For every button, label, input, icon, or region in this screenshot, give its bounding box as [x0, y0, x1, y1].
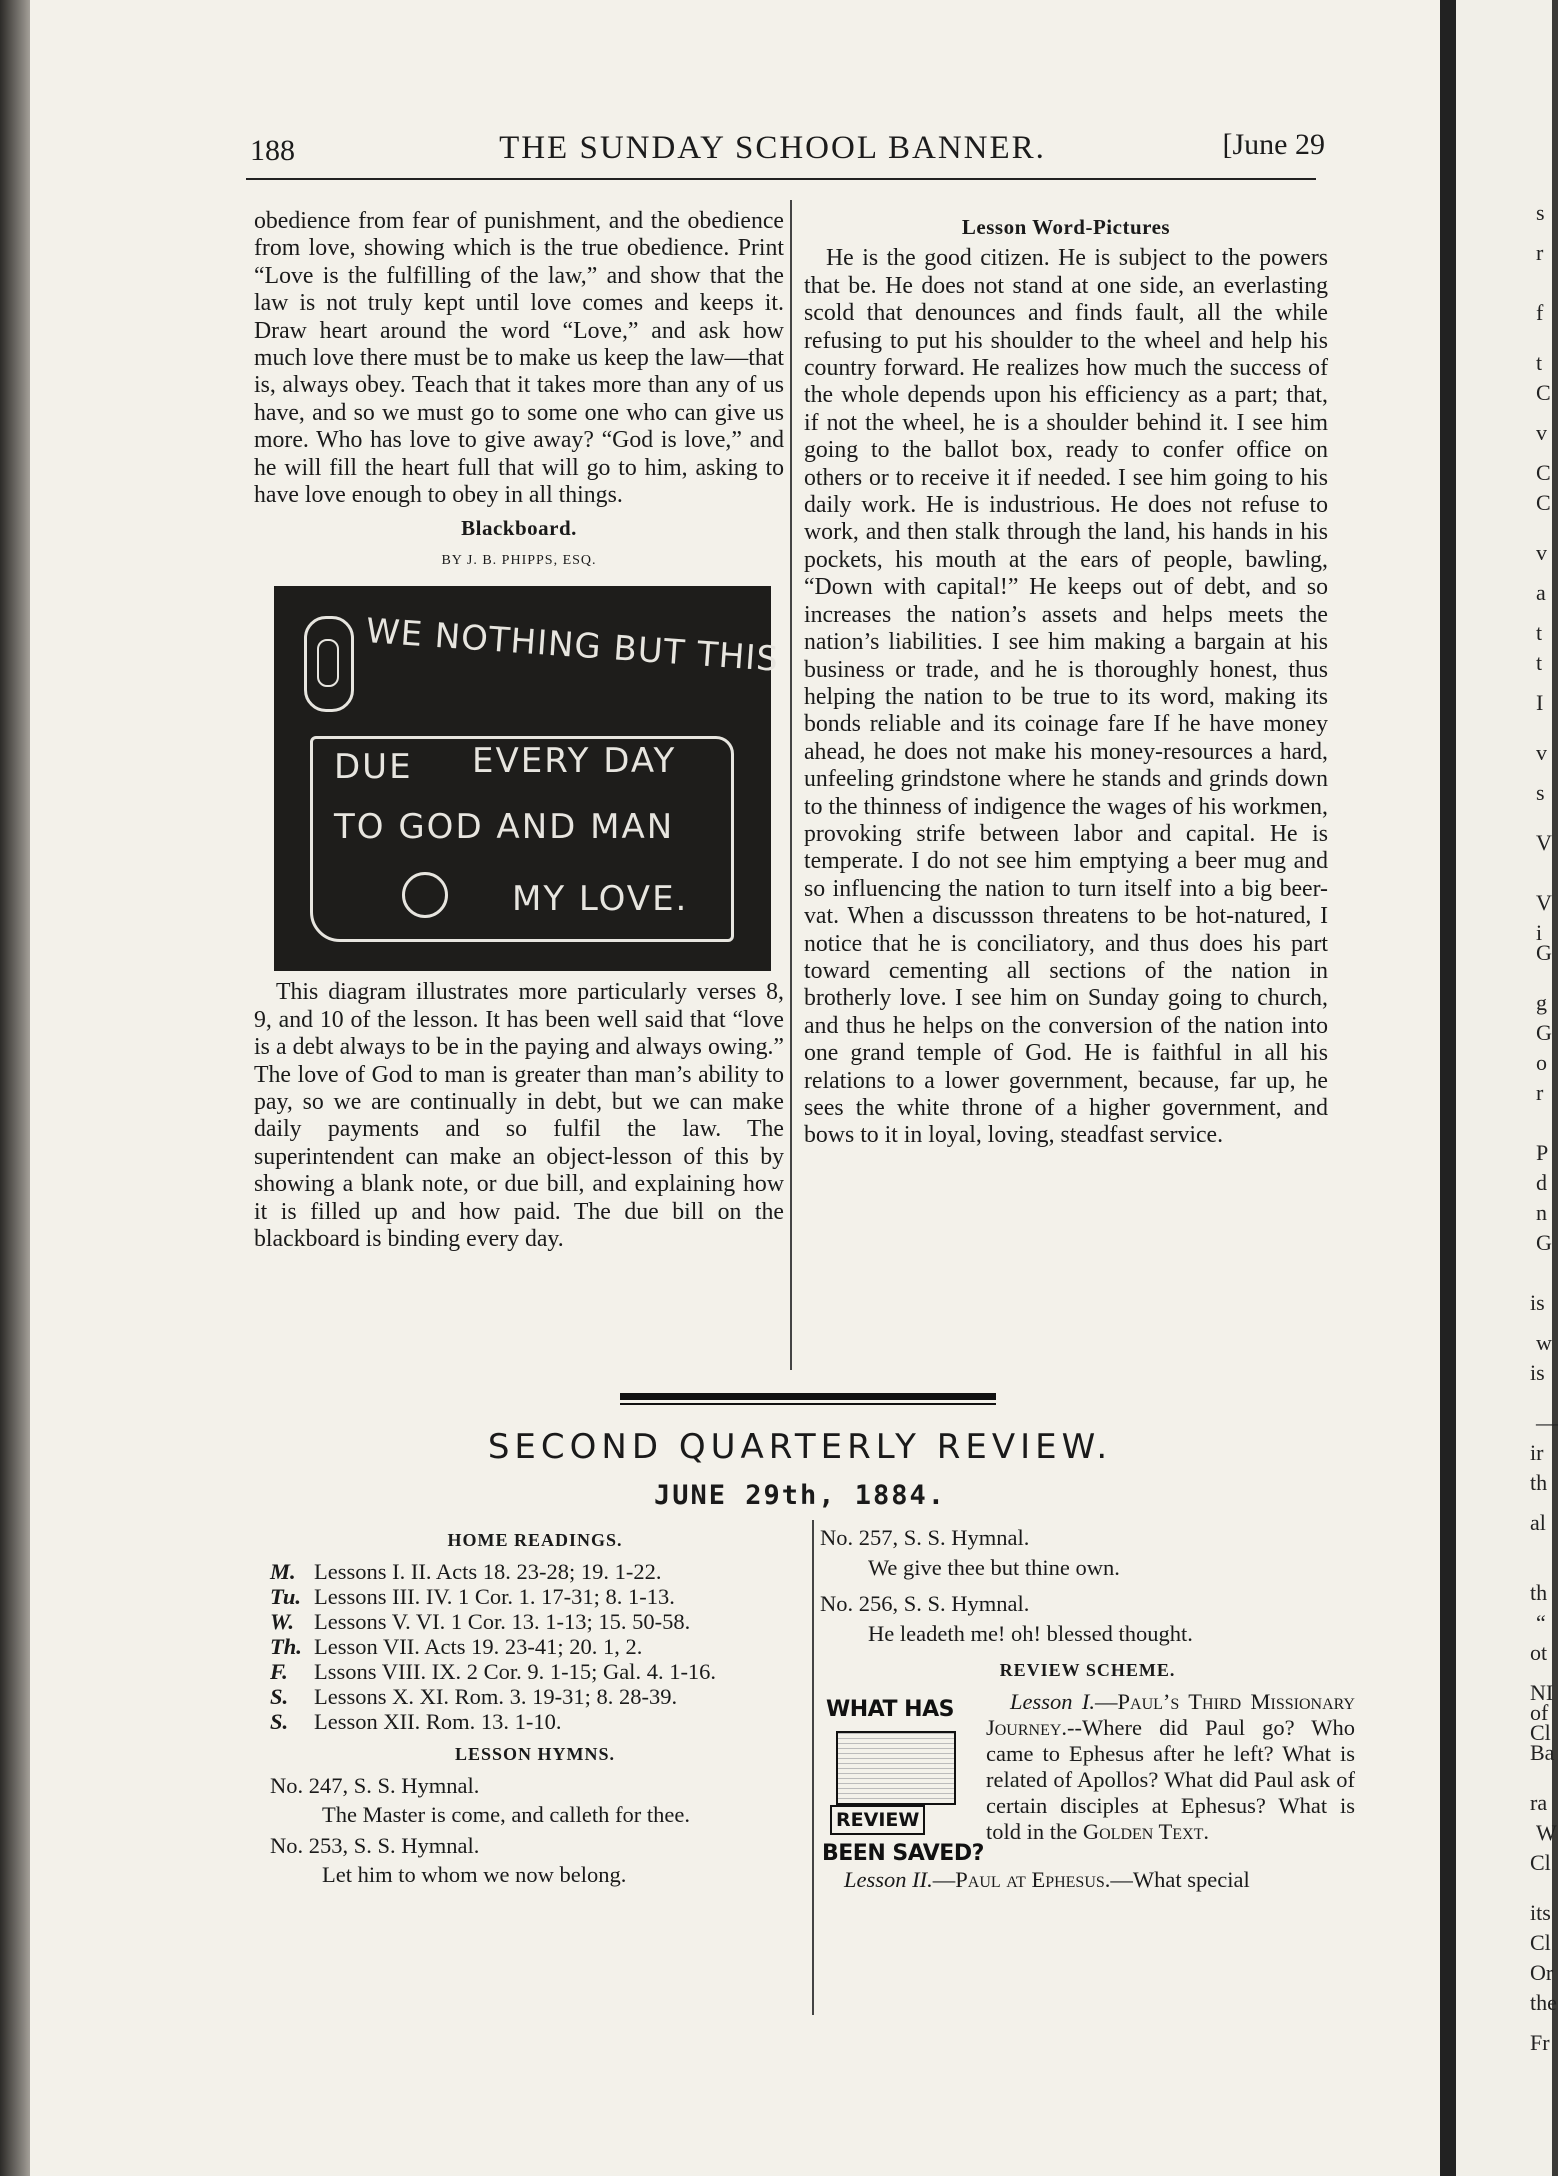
page-fragment: G — [1536, 1230, 1552, 1255]
page-fragment: I — [1536, 690, 1544, 715]
right-column — [804, 208, 1328, 1150]
page-fragment: s — [1536, 200, 1545, 225]
reading-day: Th. — [270, 1634, 302, 1659]
header-rule — [246, 178, 1316, 180]
review-scheme-heading: REVIEW SCHEME. — [999, 1660, 1176, 1680]
home-readings-list — [270, 1559, 800, 1734]
hymn-number: No. 253, S. S. Hymnal. — [270, 1833, 480, 1858]
reading-text: Lesson XII. Rom. 13. 1-10. — [314, 1709, 562, 1734]
page-fragment: V — [1536, 890, 1552, 915]
page-fragment: n — [1536, 1200, 1547, 1225]
column-divider — [790, 200, 792, 1370]
lesson-1-text: --Where did Paul go? Who came to Ephesus after he left? What is related of Apollos? What did Paul ask of certain disciples at Ephesus? What is told in the — [986, 1715, 1355, 1844]
page-fragment: W — [1536, 1820, 1557, 1845]
page-fragment: d — [1536, 1170, 1547, 1195]
hymn-number: No. 247, S. S. Hymnal. — [270, 1773, 480, 1798]
hymns-left-list — [270, 1773, 800, 1887]
page-fragment: of — [1530, 1700, 1549, 1725]
hymn-entry — [270, 1833, 800, 1887]
page-fragment: v — [1536, 540, 1547, 565]
hymn-entry — [820, 1591, 1355, 1647]
page-fragment: ot — [1530, 1640, 1548, 1665]
page-fragment: C — [1536, 490, 1551, 515]
page-fragment: o — [1536, 1050, 1547, 1075]
adjacent-page-edge — [1456, 0, 1558, 2176]
page-fragment: r — [1536, 1080, 1544, 1105]
page-number: 188 — [250, 134, 295, 167]
page-fragment: w — [1536, 1330, 1552, 1355]
hymn-line: He leadeth me! oh! blessed thought. — [868, 1621, 1193, 1646]
intro-paragraph: obedience from fear of punishment, and the obedience from love, showing which is the true obedience. Print “Love is the fulfilling of the law,” and show that the law is not truly kept until love comes and keeps it. Draw heart around the word “Love,” and ask how much love there must be to make us keep the law—that is, always obey. Teach that it takes more than any of us have, and so we must go to some one who can give us more. Who has love to give away? “God is love,” and he will fill the heart full that will go to him, asking to have love enough to obey in all things. — [254, 208, 784, 509]
lesson-2-questions — [820, 1867, 1355, 1893]
blackboard-heading: Blackboard. — [461, 516, 577, 541]
reading-text: Lessons V. VI. 1 Cor. 13. 1-13; 15. 50-58. — [314, 1609, 691, 1634]
blackboard-illustration — [274, 586, 781, 971]
issue-date: [June 29 — [1222, 128, 1325, 161]
page-fragment: ir — [1530, 1440, 1544, 1465]
reading-text: Lssons VIII. IX. 2 Cor. 9. 1-15; Gal. 4. 1-16. — [314, 1659, 717, 1684]
lesson-2-text: —What special — [1110, 1867, 1250, 1892]
reading-row — [270, 1709, 800, 1734]
section-rule-thick — [620, 1393, 996, 1400]
page-fragment: is — [1530, 1360, 1545, 1385]
page-fragment: C — [1536, 380, 1551, 405]
hymn-number: No. 257, S. S. Hymnal. — [820, 1525, 1030, 1550]
page-fragment: C — [1536, 460, 1551, 485]
blackboard-line-every-day: EVERY DAY — [472, 741, 677, 782]
reading-text: Lessons X. XI. Rom. 3. 19-31; 8. 28-39. — [314, 1684, 678, 1709]
reading-day: W. — [270, 1609, 294, 1634]
reading-row — [270, 1659, 800, 1684]
page-fragment: t — [1536, 620, 1543, 645]
reading-text: Lessons I. II. Acts 18. 23-28; 19. 1-22. — [314, 1559, 662, 1584]
reading-day: F. — [270, 1659, 288, 1684]
art-text-top: WHAT HAS — [826, 1697, 954, 1722]
page-fragment: Ba — [1530, 1740, 1555, 1765]
page-fragment: G — [1536, 1020, 1552, 1045]
page-fragment: its — [1530, 1900, 1551, 1925]
page-fragment: NI — [1530, 1680, 1554, 1705]
page-fragment: s — [1536, 780, 1545, 805]
review-title: SECOND QUARTERLY REVIEW. — [487, 1427, 1113, 1467]
page-fragment: al — [1530, 1510, 1546, 1535]
section-rule-thin — [620, 1403, 996, 1405]
reading-row — [270, 1634, 800, 1659]
page-fragment: g — [1536, 990, 1547, 1015]
page-fragment: f — [1536, 300, 1544, 325]
art-text-bottom: BEEN SAVED? — [822, 1841, 984, 1866]
diagram-paragraph: This diagram illustrates more particularly verses 8, 9, and 10 of the lesson. It has been well said that “love is a debt always to be in the paying and always owing.” The love of God to man is greater than man’s ability to pay, so we are continually in debt, but we can make daily payments and so fulfil the law. The superintendent can make an object-lesson of this by showing a blank note, or due bill, and explaining how it is filled up and how paid. The due bill on the blackboard is binding every day. — [254, 979, 784, 1252]
left-column — [254, 208, 784, 1253]
page-fragment: V — [1536, 830, 1552, 855]
lesson-1-label: Lesson I. — [1010, 1689, 1096, 1714]
page-fragment: v — [1536, 740, 1547, 765]
art-text-tag: REVIEW — [830, 1805, 925, 1835]
page-header — [220, 120, 1325, 172]
page-fragment: th — [1530, 1580, 1548, 1605]
blackboard-header-text: WE NOTHING BUT THIS — [364, 611, 781, 681]
gutter — [1440, 0, 1456, 2176]
hymn-entry — [820, 1525, 1355, 1581]
hymn-line: We give thee but thine own. — [868, 1555, 1120, 1580]
lesson-2-title: —Paul at Ephesus. — [932, 1867, 1111, 1892]
hymn-line: Let him to whom we now belong. — [322, 1862, 627, 1887]
word-pictures-heading: Lesson Word-Pictures — [961, 215, 1171, 239]
review-column-divider — [812, 1520, 814, 2015]
reading-text: Lessons III. IV. 1 Cor. 1. 17-31; 8. 1-13. — [314, 1584, 675, 1609]
box-icon — [836, 1731, 956, 1805]
page-fragment: Fr — [1530, 2030, 1550, 2055]
page-fragment: the — [1530, 1990, 1557, 2015]
lesson-1-title: —Paul’s Third Missionary Journey. — [986, 1689, 1355, 1740]
blackboard-line-love: MY LOVE. — [512, 879, 689, 920]
page-fragment: i — [1536, 920, 1543, 945]
reading-row — [270, 1609, 800, 1634]
page-fragment: th — [1530, 1470, 1548, 1495]
page-fragment: r — [1536, 240, 1544, 265]
review-right-column — [820, 1525, 1355, 1893]
review-box-illustration — [820, 1695, 984, 1867]
hymn-number: No. 256, S. S. Hymnal. — [820, 1591, 1030, 1616]
page-fragment: G — [1536, 940, 1552, 965]
home-readings-heading: HOME READINGS. — [447, 1530, 623, 1550]
blackboard-line-god-man: TO GOD AND MAN — [334, 807, 675, 848]
review-date: JUNE 29th, 1884. — [653, 1480, 947, 1511]
journal-title: THE SUNDAY SCHOOL BANNER. — [499, 130, 1046, 166]
reading-row — [270, 1684, 800, 1709]
page-fragment: Or — [1530, 1960, 1554, 1985]
blackboard-line-due: DUE — [334, 747, 413, 788]
lesson-2-label: Lesson II. — [844, 1867, 933, 1892]
hymn-entry — [270, 1773, 800, 1827]
page-fragment: is — [1530, 1290, 1545, 1315]
reading-day: Tu. — [270, 1584, 302, 1609]
blackboard-byline: BY J. B. PHIPPS, ESQ. — [441, 552, 597, 568]
page-fragment: a — [1536, 580, 1546, 605]
page-fragment: ra — [1530, 1790, 1548, 1815]
page-fragment: Cl — [1530, 1850, 1551, 1875]
reading-day: S. — [270, 1684, 289, 1709]
page-fragment: P — [1536, 1140, 1549, 1165]
page-fragment: — — [1536, 1410, 1558, 1435]
hymn-line: The Master is come, and calleth for thee. — [322, 1802, 690, 1827]
page-fragment: v — [1536, 420, 1547, 445]
reading-row — [270, 1584, 800, 1609]
word-pictures-paragraph: He is the good citizen. He is subject to the powers that be. He does not stand at one side, an everlasting scold that denounces and finds fault, all the while refusing to put his shoulder to the wheel and help his country forward. He realizes how much the success of the whole depends upon his efficiency as a part; that, if not the wheel, he is a shoulder behind it. I see him going to the ballot box, ready to confer office on others or to receive it if needed. I see him going to his daily work. He is industrious. He does not refuse to work, and then stalk through the land, his hands in his pockets, his mouth at the ears of people, bawling, “Down with capital!” He keeps out of debt, and so increases the nation’s assets and helps meets the nation’s liabilities. I see him making a bargain at his business or trade, and he is thoroughly honest, thus helping the nation to be true to its word, making its bonds reliable and its coinage fare If he have money ahead, he does not make his money-resources a hard, unfeeling grindstone where he stands and grinds down to the thinness of indigence the wages of his workmen, provoking strife between labor and capital. He is temperate. I do not see him emptying a beer mug and so influencing the nation to turn itself into a big beer-vat. When a discussson threatens to be hot-natured, I notice that he is conciliatory, and thus does his part toward cementing all sections of the nation in brotherly love. I see him on Sunday going to church, and thus he helps on the conversion of the nation into one grand temple of God. He is faithful in all his relations to a lower government, because, far up, he sees the white throne of a higher government, and bows to it in loyal, loving, steadfast service. — [804, 245, 1328, 1149]
golden-text: Golden Text. — [1082, 1819, 1210, 1844]
reading-day: M. — [270, 1559, 296, 1584]
hymns-right-list — [820, 1525, 1355, 1647]
page-fragment: t — [1536, 650, 1543, 675]
page-fragment: Cl — [1530, 1720, 1551, 1745]
page-fragment: “ — [1536, 1610, 1546, 1635]
lesson-hymns-heading: LESSON HYMNS. — [454, 1744, 616, 1764]
reading-row — [270, 1559, 800, 1584]
page-fragment: Cl — [1530, 1930, 1551, 1955]
ornament-icon — [304, 616, 354, 712]
page-fragment: t — [1536, 350, 1543, 375]
reading-text: Lesson VII. Acts 19. 23-41; 20. 1, 2. — [314, 1634, 643, 1659]
reading-day: S. — [270, 1709, 289, 1734]
seal-icon — [402, 872, 448, 918]
review-left-column — [270, 1524, 800, 1887]
